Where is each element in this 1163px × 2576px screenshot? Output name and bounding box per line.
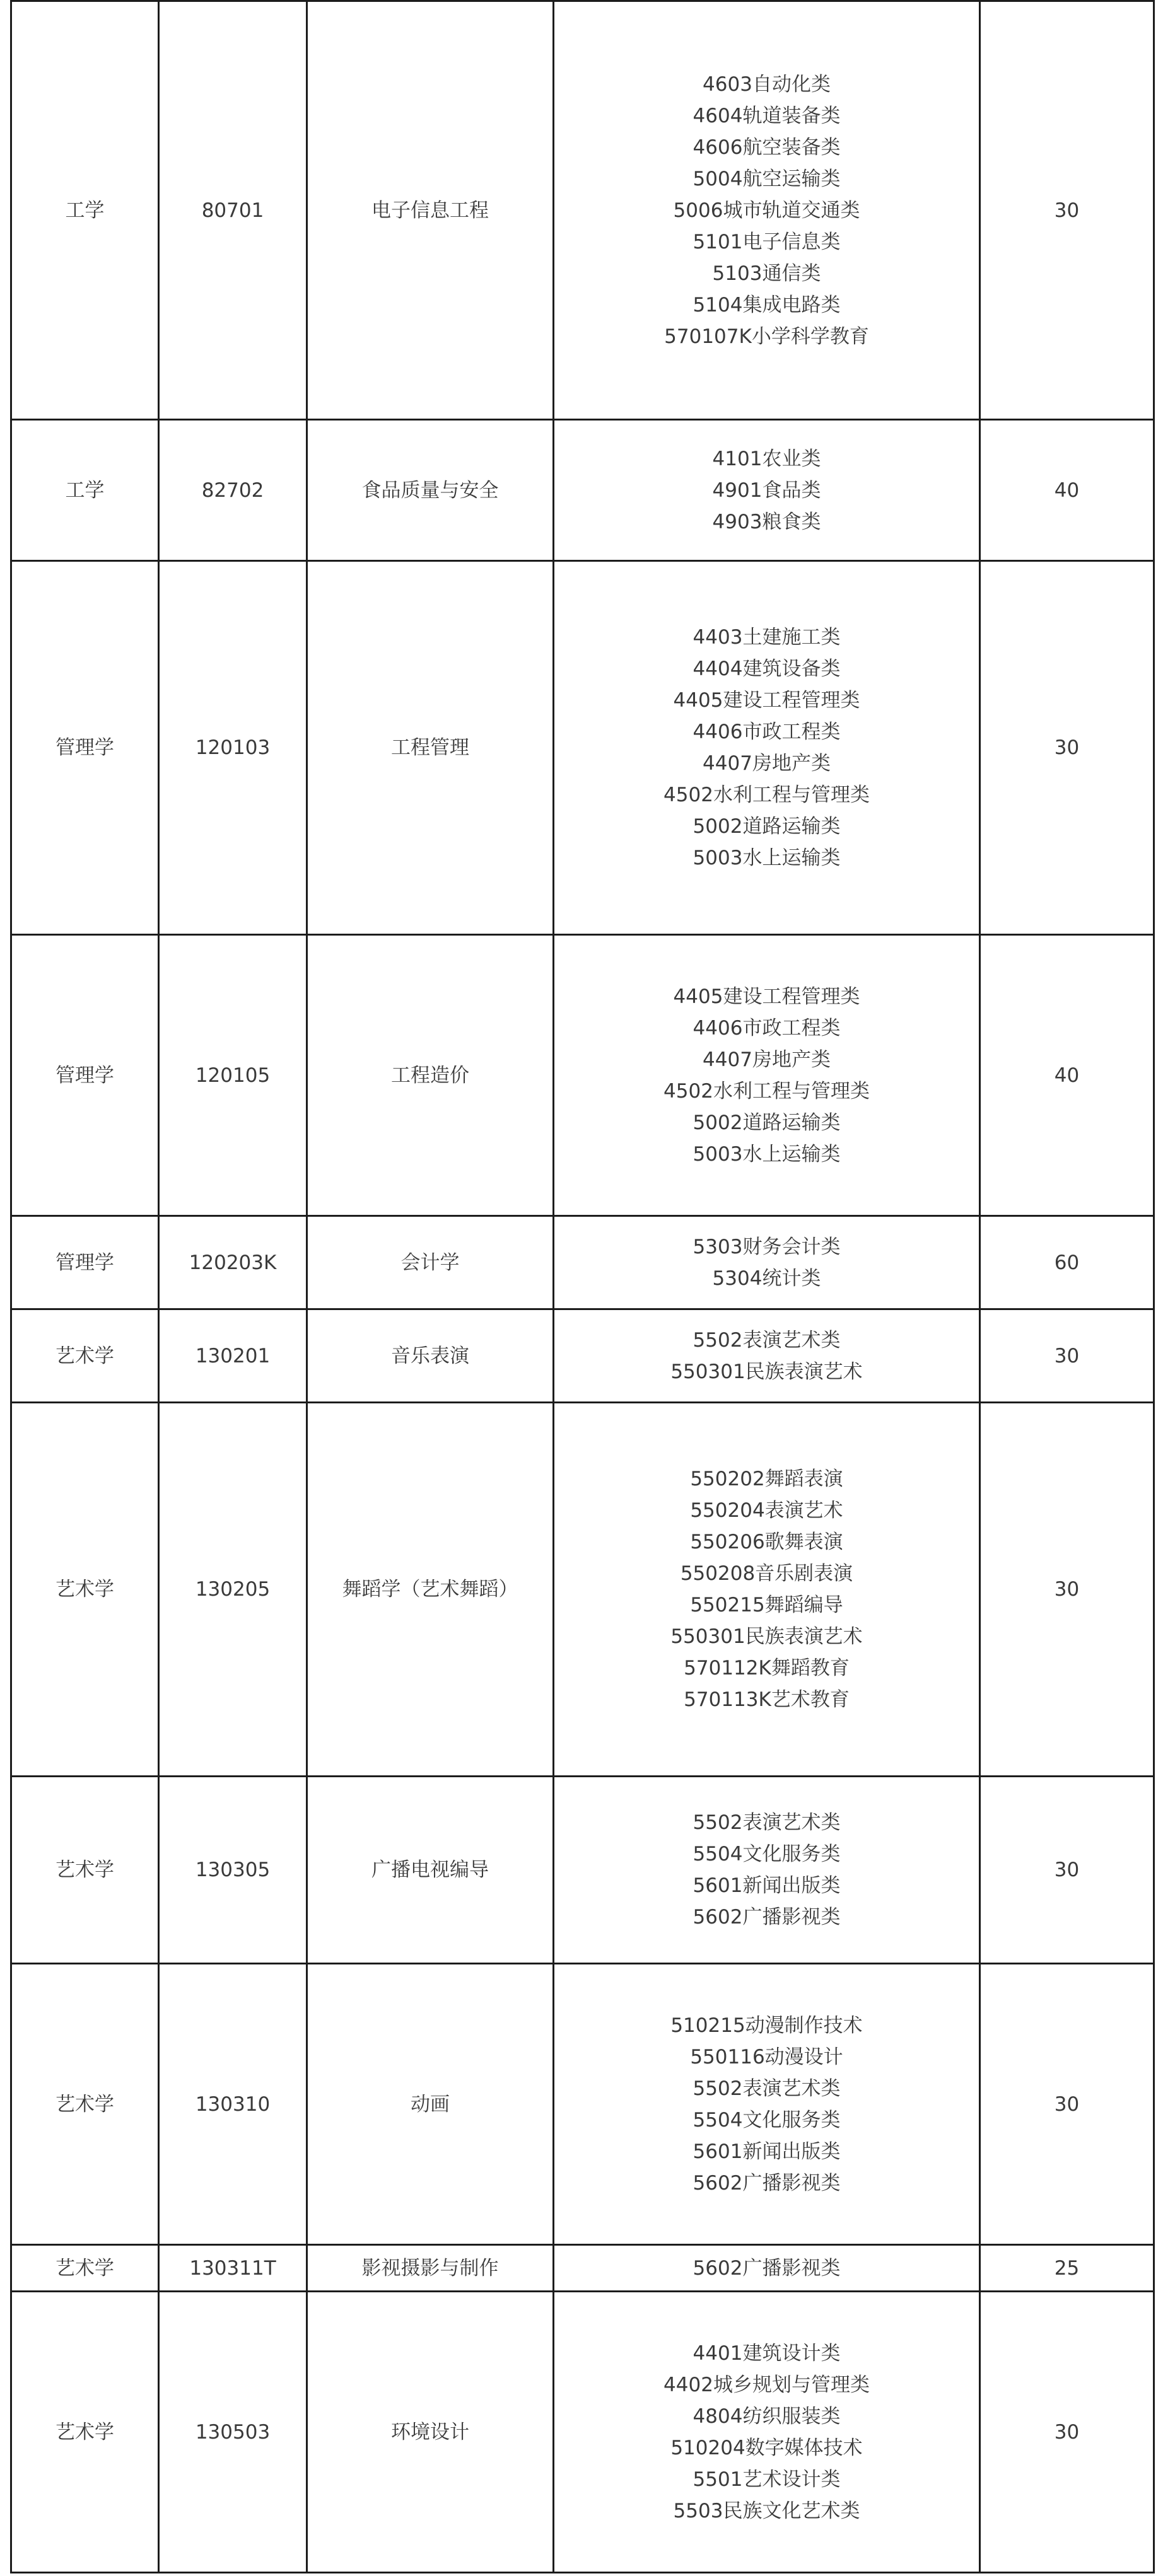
eligible-major: 550204表演艺术 xyxy=(690,1499,843,1522)
table-row xyxy=(11,1216,1154,1309)
eligible-major: 5602广播影视类 xyxy=(693,2171,841,2195)
eligible-major: 4603自动化类 xyxy=(703,73,831,96)
discipline-category-cell: 管理学 xyxy=(11,935,159,1216)
enrollment-plan-cell: 30 xyxy=(980,1,1154,420)
admission-plan-table xyxy=(10,0,1155,2573)
eligible-majors-cell xyxy=(554,1403,980,1777)
eligible-major: 4502水利工程与管理类 xyxy=(663,784,870,806)
eligible-major: 510204数字媒体技术 xyxy=(670,2436,863,2459)
eligible-major: 5601新闻出版类 xyxy=(693,2140,841,2163)
eligible-major: 550301民族表演艺术 xyxy=(670,1625,863,1648)
table-row xyxy=(11,2245,1154,2292)
eligible-major: 5601新闻出版类 xyxy=(693,1874,841,1897)
discipline-category-cell: 工学 xyxy=(11,420,159,561)
eligible-major: 5003水上运输类 xyxy=(693,847,841,869)
table-row xyxy=(11,420,1154,561)
table-row xyxy=(11,1777,1154,1964)
eligible-major: 5006城市轨道交通类 xyxy=(673,199,860,222)
major-code-cell: 130310 xyxy=(159,1964,307,2245)
eligible-major: 550301民族表演艺术 xyxy=(670,1360,863,1383)
major-name-cell: 工程造价 xyxy=(307,935,554,1216)
eligible-major: 550202舞蹈表演 xyxy=(690,1468,843,1490)
major-code-cell: 130201 xyxy=(159,1309,307,1403)
table-row xyxy=(11,1403,1154,1777)
eligible-major: 4401建筑设计类 xyxy=(693,2341,841,2365)
eligible-major: 5502表演艺术类 xyxy=(693,1328,841,1352)
major-code-cell: 80701 xyxy=(159,1,307,420)
table-row xyxy=(11,935,1154,1216)
enrollment-plan-cell: 30 xyxy=(980,1964,1154,2245)
eligible-major: 5504文化服务类 xyxy=(693,2108,841,2132)
major-code-cell: 120203K xyxy=(159,1216,307,1309)
eligible-major: 570107K小学科学教育 xyxy=(664,325,869,348)
eligible-major: 570112K舞蹈教育 xyxy=(684,1657,850,1680)
eligible-major: 4407房地产类 xyxy=(703,752,831,775)
major-name-cell: 舞蹈学（艺术舞蹈） xyxy=(307,1403,554,1777)
eligible-major: 550116动漫设计 xyxy=(690,2045,843,2068)
enrollment-plan-cell: 60 xyxy=(980,1216,1154,1309)
eligible-major: 4502水利工程与管理类 xyxy=(663,1079,870,1103)
eligible-majors-cell xyxy=(554,935,980,1216)
major-name-cell: 音乐表演 xyxy=(307,1309,554,1403)
major-name-cell: 食品质量与安全 xyxy=(307,420,554,561)
eligible-majors-cell xyxy=(554,1964,980,2245)
eligible-major: 4406市政工程类 xyxy=(693,721,841,743)
discipline-category-cell: 管理学 xyxy=(11,561,159,935)
eligible-major: 4402城乡规划与管理类 xyxy=(663,2373,870,2396)
table-row xyxy=(11,561,1154,935)
eligible-major: 5501艺术设计类 xyxy=(693,2468,841,2491)
major-code-cell: 130503 xyxy=(159,2292,307,2573)
major-name-cell: 动画 xyxy=(307,1964,554,2245)
table-row xyxy=(11,1309,1154,1403)
major-name-cell: 电子信息工程 xyxy=(307,1,554,420)
eligible-major: 5002道路运输类 xyxy=(693,1111,841,1134)
eligible-majors-cell xyxy=(554,1,980,420)
eligible-major: 4903粮食类 xyxy=(712,510,821,533)
eligible-major: 550208音乐剧表演 xyxy=(680,1562,853,1585)
table-row xyxy=(11,1,1154,420)
eligible-major: 510215动漫制作技术 xyxy=(670,2014,863,2037)
enrollment-plan-cell: 30 xyxy=(980,561,1154,935)
major-name-cell: 环境设计 xyxy=(307,2292,554,2573)
eligible-major: 5502表演艺术类 xyxy=(693,2077,841,2100)
eligible-major: 5003水上运输类 xyxy=(693,1142,841,1166)
eligible-majors-cell xyxy=(554,420,980,561)
discipline-category-cell: 工学 xyxy=(11,1,159,420)
discipline-category-cell: 艺术学 xyxy=(11,1403,159,1777)
eligible-major: 4407房地产类 xyxy=(703,1048,831,1071)
eligible-major: 5602广播影视类 xyxy=(693,1906,841,1929)
eligible-majors-cell xyxy=(554,2292,980,2573)
major-code-cell: 120105 xyxy=(159,935,307,1216)
eligible-majors-cell xyxy=(554,561,980,935)
discipline-category-cell: 艺术学 xyxy=(11,2292,159,2573)
enrollment-plan-cell: 30 xyxy=(980,1403,1154,1777)
eligible-majors-cell xyxy=(554,1216,980,1309)
major-code-cell: 82702 xyxy=(159,420,307,561)
major-name-cell: 广播电视编导 xyxy=(307,1777,554,1964)
enrollment-plan-cell: 40 xyxy=(980,935,1154,1216)
major-name-cell: 会计学 xyxy=(307,1216,554,1309)
eligible-major: 4901食品类 xyxy=(712,479,821,502)
eligible-major: 5602广播影视类 xyxy=(693,2256,841,2280)
major-name-cell: 影视摄影与制作 xyxy=(307,2245,554,2292)
major-code-cell: 120103 xyxy=(159,561,307,935)
eligible-majors-cell xyxy=(554,1777,980,1964)
eligible-major: 5101电子信息类 xyxy=(693,230,841,253)
discipline-category-cell: 艺术学 xyxy=(11,1309,159,1403)
eligible-major: 4101农业类 xyxy=(712,447,821,470)
eligible-major: 4405建设工程管理类 xyxy=(673,985,860,1008)
eligible-major: 5304统计类 xyxy=(712,1267,821,1290)
enrollment-plan-cell: 30 xyxy=(980,1309,1154,1403)
major-code-cell: 130311T xyxy=(159,2245,307,2292)
discipline-category-cell: 管理学 xyxy=(11,1216,159,1309)
discipline-category-cell: 艺术学 xyxy=(11,1964,159,2245)
eligible-major: 5104集成电路类 xyxy=(693,293,841,316)
eligible-majors-cell xyxy=(554,1309,980,1403)
major-code-cell: 130205 xyxy=(159,1403,307,1777)
enrollment-plan-cell: 30 xyxy=(980,1777,1154,1964)
eligible-major: 4404建筑设备类 xyxy=(693,658,841,680)
eligible-major: 4406市政工程类 xyxy=(693,1016,841,1040)
eligible-major: 550206歌舞表演 xyxy=(690,1531,843,1553)
eligible-major: 570113K艺术教育 xyxy=(684,1688,850,1711)
discipline-category-cell: 艺术学 xyxy=(11,2245,159,2292)
eligible-major: 550215舞蹈编导 xyxy=(690,1594,843,1616)
eligible-major: 4804纺织服装类 xyxy=(693,2405,841,2428)
eligible-major: 5103通信类 xyxy=(712,262,821,285)
eligible-major: 5502表演艺术类 xyxy=(693,1811,841,1834)
table-row xyxy=(11,1964,1154,2245)
eligible-major: 5303财务会计类 xyxy=(693,1235,841,1258)
enrollment-plan-cell: 25 xyxy=(980,2245,1154,2292)
eligible-major: 5503民族文化艺术类 xyxy=(673,2499,860,2522)
eligible-major: 4403土建施工类 xyxy=(693,626,841,649)
table-row xyxy=(11,2292,1154,2573)
eligible-major: 5004航空运输类 xyxy=(693,167,841,190)
eligible-major: 4405建设工程管理类 xyxy=(673,689,860,712)
eligible-major: 4604轨道装备类 xyxy=(693,104,841,127)
table-body xyxy=(11,1,1154,2573)
discipline-category-cell: 艺术学 xyxy=(11,1777,159,1964)
eligible-major: 4606航空装备类 xyxy=(693,136,841,159)
eligible-majors-cell xyxy=(554,2245,980,2292)
major-code-cell: 130305 xyxy=(159,1777,307,1964)
enrollment-plan-cell: 40 xyxy=(980,420,1154,561)
major-name-cell: 工程管理 xyxy=(307,561,554,935)
eligible-major: 5002道路运输类 xyxy=(693,815,841,838)
enrollment-plan-cell: 30 xyxy=(980,2292,1154,2573)
eligible-major: 5504文化服务类 xyxy=(693,1843,841,1865)
